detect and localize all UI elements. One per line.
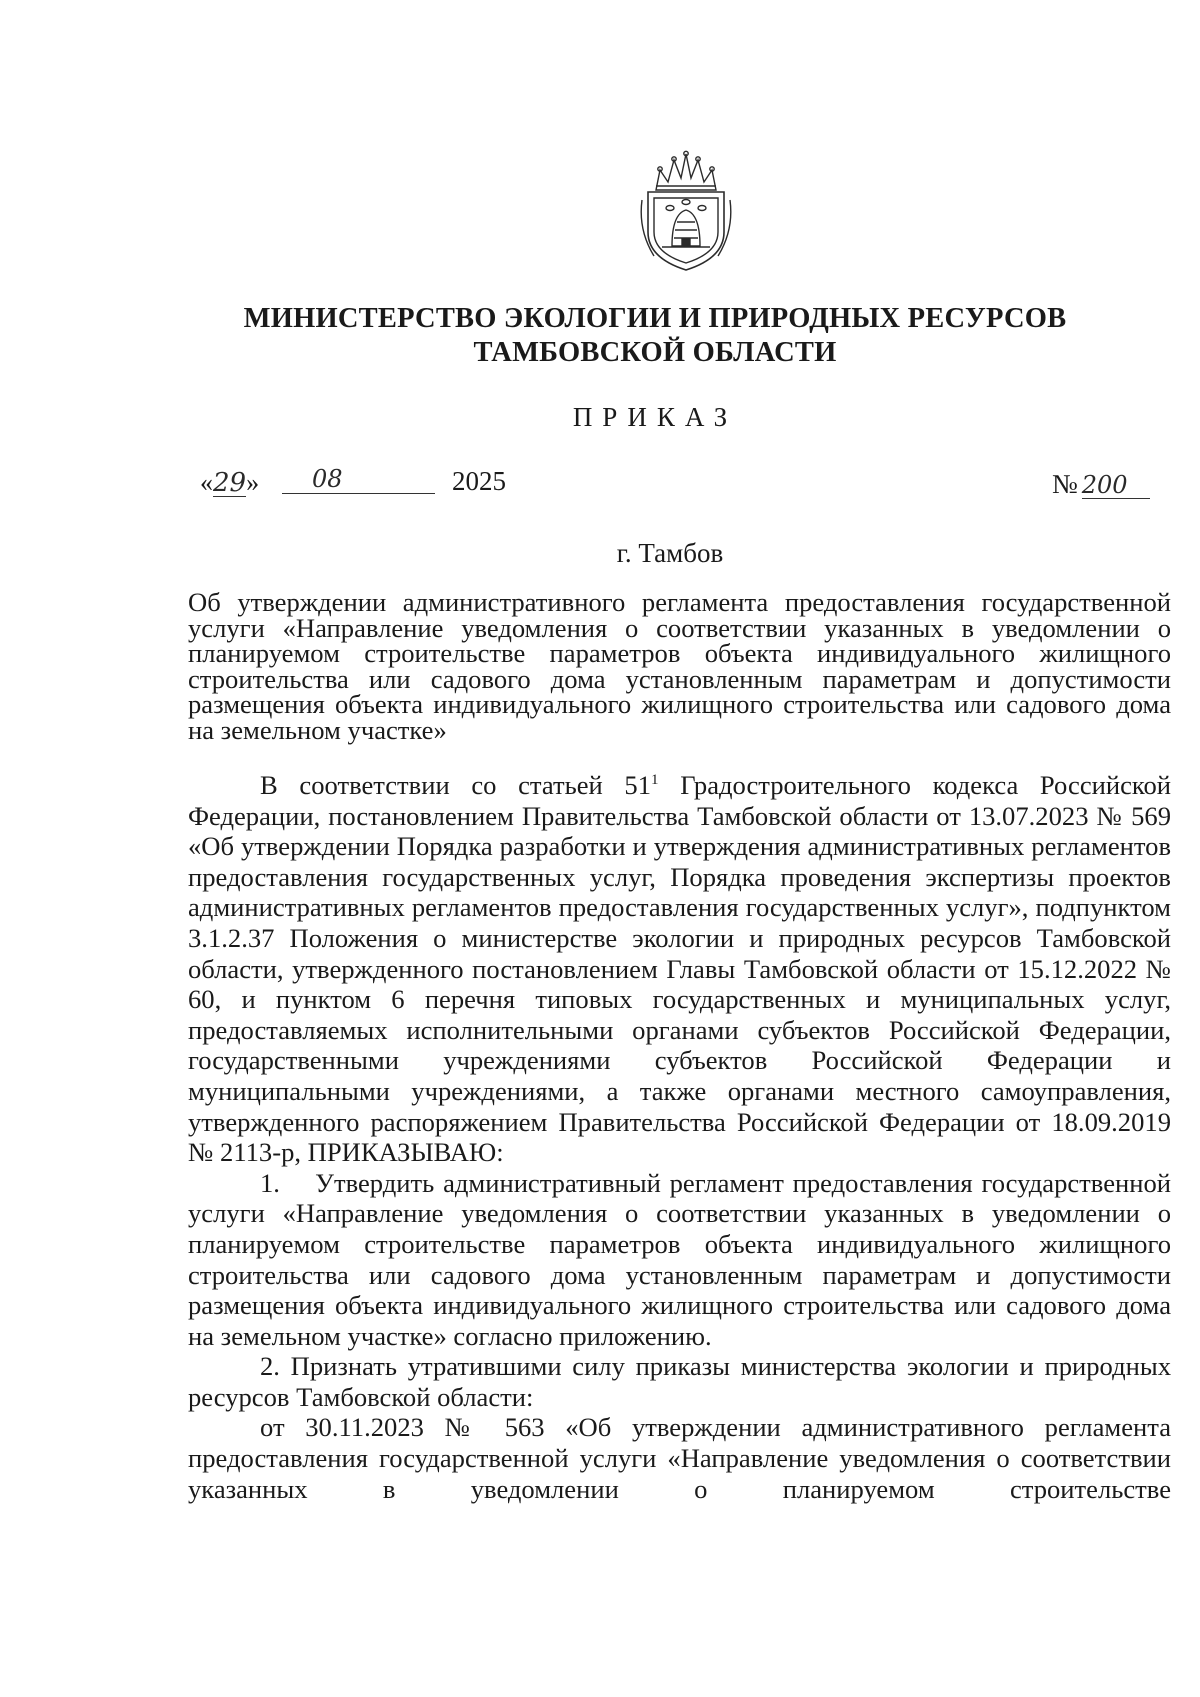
city: г. Тамбов xyxy=(616,538,724,568)
order-item-2-sub-1: от 30.11.2023 № 563 «Об утверждении административного регламента предоставления государственной услуги «Направление уведомления о соответствии указанных в уведомлении о планируемом строительстве xyxy=(188,1412,1171,1504)
order-title xyxy=(188,587,1171,745)
ministry-name-line-1: МИНИСТЕРСТВО ЭКОЛОГИИ И ПРИРОДНЫХ РЕСУРСОВ xyxy=(243,303,1067,334)
ministry-name-line-2: ТАМБОВСКОЙ ОБЛАСТИ xyxy=(473,337,837,368)
preamble-rest: Градостроительного кодекса Российской Федерации, постановлением Правительства Тамбовской области от 13.07.2023 № 569 «Об утверждении Порядка разработки и утверждения административных регламентов предоставления государственных услуг, Порядка проведения экспертизы проектов административных регламентов предоставления государственных услуг», подпунктом 3.1.2.37 Положения о министерстве экологии и природных ресурсов Тамбовской области, утвержденного постановлением Главы Тамбовской области от 15.12.2022 № 60, и пунктом 6 перечня типовых государственных и муниципальных услуг, предоставляемых исполнительными органами субъектов Российской Федерации, государственными учреждениями субъектов Российской Федерации и муниципальными учреждениями, а также органами местного самоуправления, утвержденного распоряжением Правительства Российской Федерации от 18.09.2019 № 2113-р, ПРИКАЗЫВАЮ: xyxy=(188,770,1171,1168)
document-number xyxy=(1052,469,1150,500)
preamble-start: В соответствии со статьей 51 xyxy=(260,770,652,800)
order-item-2: 2. Признать утратившими силу приказы министерства экологии и природных ресурсов Тамбовской области: xyxy=(188,1351,1171,1412)
order-item-1: 1. Утвердить административный регламент предоставления государственной услуги «Направление уведомления о соответствии указанных в уведомлении о планируемом строительстве параметров объекта индивидуального жилищного строительства или садового дома установленным параметрам и допустимости размещения объекта индивидуального жилищного строительства или садового дома на земельном участке» согласно приложению. xyxy=(188,1167,1171,1351)
preamble-paragraph xyxy=(188,770,1171,1168)
order-title-text: Об утверждении административного регламента предоставления государственной услуги «Направление уведомления о соответствии указанных в уведомлении о планируемом строительстве параметров объекта индивидуального жилищного строительства или садового дома установленным параметрам и допустимости размещения объекта индивидуального жилищного строительства или садового дома на земельном участке» xyxy=(188,587,1171,745)
document-type: ПРИКАЗ xyxy=(572,402,738,432)
article-superscript: 1 xyxy=(651,772,659,789)
date-year: 2025 xyxy=(452,466,506,496)
date-month-value: 08 xyxy=(282,465,435,494)
date-day-value: 29 xyxy=(213,468,247,498)
number-label: № xyxy=(1052,469,1078,499)
date-day-field: «29» xyxy=(200,468,260,498)
order-body xyxy=(188,770,1171,1504)
coat-of-arms-icon xyxy=(634,150,738,274)
number-value: 200 xyxy=(1082,472,1150,499)
